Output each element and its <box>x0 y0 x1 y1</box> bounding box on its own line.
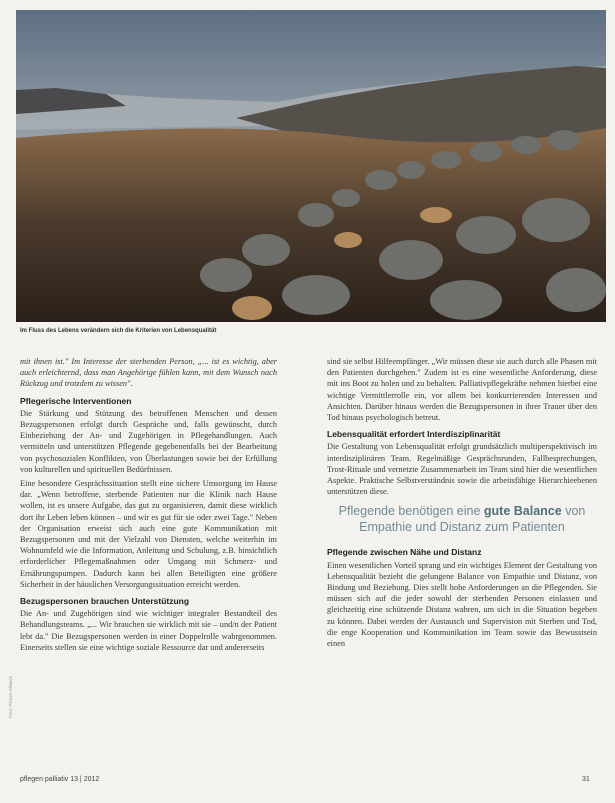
paragraph: Eine besondere Gesprächssituation stellt eine sichere Umsorgung im Hause dar. „Wenn betroffene, sterbende Patienten nur die Klinik nach Hause wollen, ist es unsere Aufgabe, das gut zu organisieren, damit diese wirklich dort ihr Leben leben können – und wir es gut für sie oder zwei Tage." Neben der Organisation erweist sich auch eine gute Kommunikation mit Bezugspersonen und mit der Vielzahl von Diensten, welche weiterhin im Wohnumfeld wie die Information, Anleitung und Schulung, z.B. hinsichtlich erforderlicher Pflegemaßnahmen oder Umgang mit Schmerz- und Ernährungspumpen. Dadurch kann bei allen Beteiligten eine größere Sicherheit in der häuslichen Versorgungssituation erreicht werden. <box>20 479 277 589</box>
subheading: Lebensqualität erfordert Interdisziplinarität <box>327 429 501 440</box>
subheading: Pflegerische Interventionen <box>20 395 132 406</box>
pull-quote <box>327 503 597 535</box>
left-column <box>20 356 277 656</box>
journal-footer: pflegen palliativ 13 | 2012 <box>20 776 100 783</box>
right-column <box>327 356 597 652</box>
paragraph: Die An- und Zugehörigen sind wie wichtiger integraler Bestandteil des Behandlungsteams. „... Wir brauchen sie wirklich mit sie – und/n der Patient lebt da." Die Bezugspersonen werden in einer Doppelrolle wahrgenommen. Einerseits stellen sie eine wichtige soziale Ressource dar und andererseits <box>20 609 277 652</box>
pull-quote-highlight: gute Balance <box>483 504 562 519</box>
subheading: Pflegende zwischen Nähe und Distanz <box>327 547 482 558</box>
page-number: 31 <box>582 776 590 783</box>
pull-quote-text: Pflegende benötigen eine <box>338 504 484 519</box>
hero-photo <box>16 10 606 322</box>
paragraph: Die Gestaltung von Lebensqualität erfolgt grundsätzlich multiperspektivisch im interdisziplinären Team. Regelmäßige Gesprächsrunden, Fallbesprechungen, Trost-Rituale und vernetzte Zusammenarbeit im Team sind hier die wesentlichen Aspekte. Praktische Selbstverständnis sowie die arbeitsfähige Hierarchieebenen unterstützen diese. <box>327 442 597 497</box>
photo-credit: Foto: Picture Alliance <box>8 675 13 718</box>
paragraph: mit ihnen ist." Im Interesse der sterbenden Person, „... ist es wichtig, aber auch erleichternd, dass man Angehörige fühlen kann, mit dem Wunsch nach Rückzug und trotzdem zu wissen". <box>20 357 277 389</box>
pull-quote-text: von Empathie und Distanz zum Patienten <box>359 504 586 535</box>
paragraph: Einen wesentlichen Vorteil sprang und ein wichtiges Element der Gestaltung von Lebensqualität bezieht die gelungene Balance von Empathie und Distanz, von Bindung und Beziehung. Dies stellt hohe Anforderungen an die Pflegenden. Sie müssen sich auf die jeder sowohl der sterbenden Personen einlassen und gleichzeitig eine schützende Distanz wahren, um sich in die Situation begeben zu können. Dabei werden der Austausch und Supervision mit Sterben und Tod, die enge Kooperation und Kommunikation im Team sowie das Bewusstsein einen <box>327 560 597 649</box>
photo-caption: Im Fluss des Lebens verändern sich die Kriterien von Lebensqualität <box>20 328 217 334</box>
paragraph: Die Stärkung und Stützung des betroffenen Menschen und dessen Bezugspersonen erfolgt durch Gespräche und, falls gewünscht, durch Einbeziehung der An- und Zugehörigen in Pflegehandlungen. Auch vermitteln und unterstützen Pflegende gegebenenfalls bei der Bearbeitung von psychosozialen Konflikten, von Überlastungen sowie bei der Erfüllung von kulturellen und spirituellen Bedürfnissen. <box>20 408 277 474</box>
subheading: Bezugspersonen brauchen Unterstützung <box>20 596 190 607</box>
paragraph: sind sie selbst Hilfeempfänger. „Wir müssen diese sie auch durch alle Phasen mit den Patienten durchgehen." Zudem ist es eine wesentliche Anforderung, diese mit ins Boot zu holen und zu behalten. Palliativpflegekräfte nehmen hierbei eine wichtige Vermittlerrolle ein, vor allem bei konkurrierenden Interessen und Ansichten. Darüber hinaus werden die Bezugspersonen in ihrer Trauer über den Tod hinaus psychologisch betreut. <box>327 357 597 423</box>
